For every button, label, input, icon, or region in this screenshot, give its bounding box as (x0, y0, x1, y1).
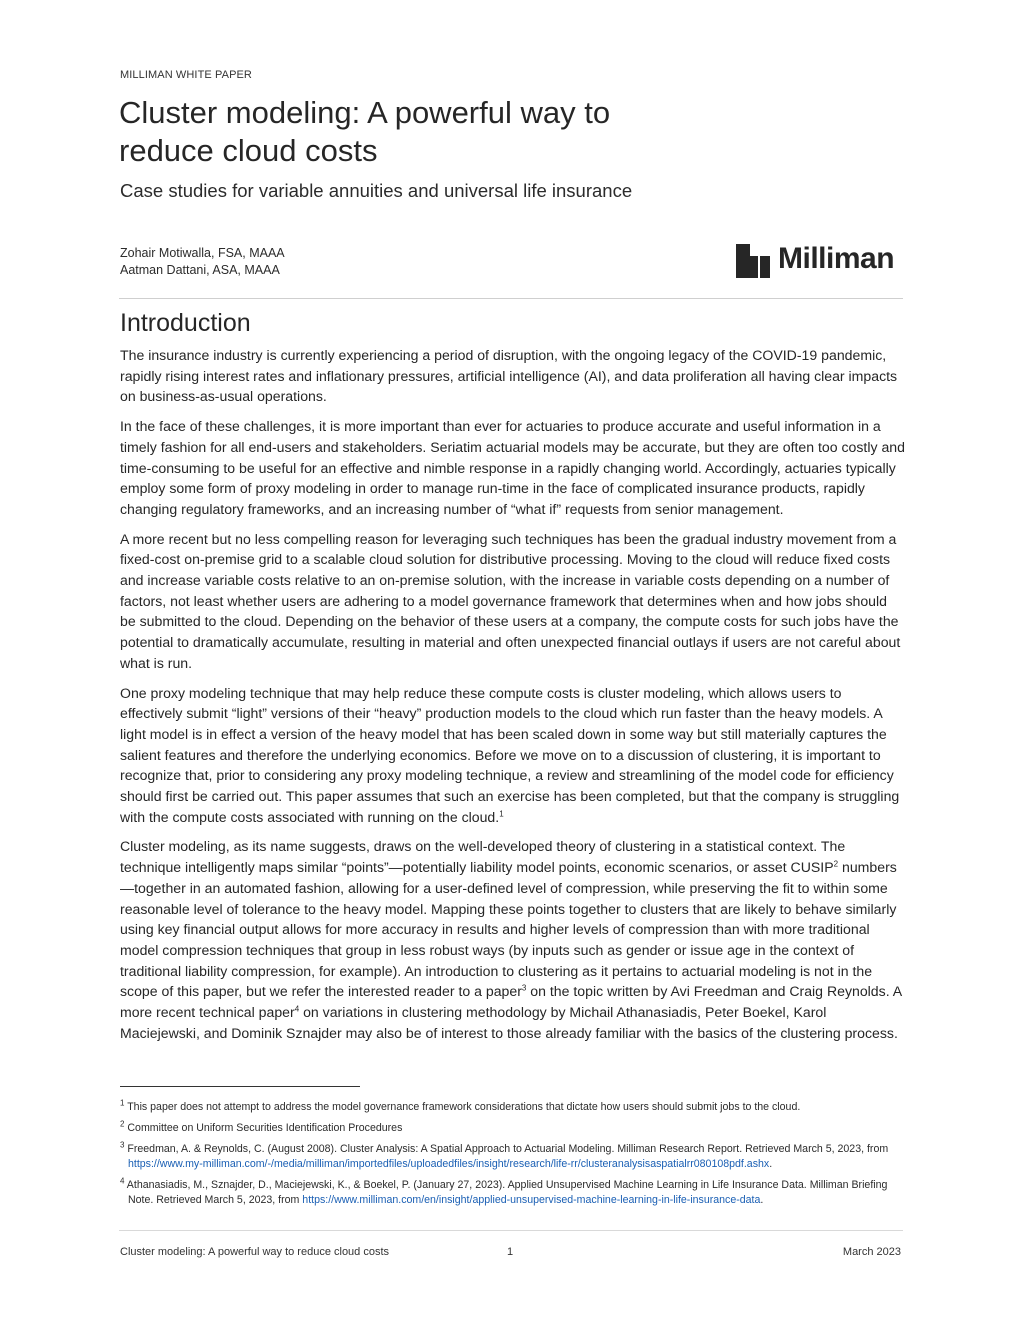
footnotes (120, 1100, 905, 1214)
footnote-link[interactable]: https://www.my-milliman.com/-/media/milliman/importedfiles/uploadedfiles/insight/research/life-rr/clusteranalysisaspatialrr080108pdf.ashx (128, 1158, 770, 1170)
document-kicker: MILLIMAN WHITE PAPER (120, 69, 252, 81)
footer-divider (119, 1230, 903, 1231)
paragraph: A more recent but no less compelling reason for leveraging such techniques has been the gradual industry movement from a fixed-cost on-premise grid to a scalable cloud solution for distributive processing. Moving to the cloud will reduce fixed costs and increase variable costs relative to an on-premise solution, with the increase in variable costs depending on a number of factors, not least whether users are adhering to a model governance framework that determines when and how jobs should be submitted to the cloud. Depending on the behavior of these users at a company, the compute costs for such jobs have the potential to dramatically accumulate, resulting in material and often unexpected financial outlays if users are not careful about what is run. (120, 530, 901, 671)
footnote-ref[interactable]: 2 (833, 859, 839, 869)
footnote-ref[interactable]: 4 (294, 1004, 300, 1014)
footnote-link[interactable]: https://www.milliman.com/en/insight/applied-unsupervised-machine-learning-in-life-insurance-data (302, 1194, 761, 1206)
section-body (120, 345, 905, 1053)
footer-title: Cluster modeling: A powerful way to reduce cloud costs (120, 1246, 390, 1258)
footnote-divider (120, 1086, 360, 1087)
page-number: 1 (507, 1246, 514, 1258)
milliman-logo-icon (736, 244, 770, 278)
milliman-logo-text: Milliman (778, 242, 895, 275)
footnote: $^2$ Committee on Uniform Securities Identification Procedures (120, 1119, 403, 1134)
paragraph: The insurance industry is currently experiencing a period of disruption, with the ongoing legacy of the COVID-19 pandemic, rapidly rising interest rates and inflationary pressures, artificial intelligence (AI), and data proliferation all having clear impacts on business-as-usual operations. (120, 347, 898, 405)
footnote: $^1$ This paper does not attempt to address the model governance framework considerations that dictate how users should submit jobs to the cloud. (120, 1098, 801, 1113)
footnote-ref[interactable]: 3 (521, 983, 527, 993)
author-name: Aatman Dattani, ASA, MAAA (120, 263, 280, 277)
header-divider (119, 298, 903, 299)
document-subtitle: Case studies for variable annuities and universal life insurance (120, 180, 633, 201)
document-title: Cluster modeling: A powerful way to reduce cloud costs (119, 95, 611, 168)
paragraph: In the face of these challenges, it is more important than ever for actuaries to produce accurate and useful information in a timely fashion for all end-users and stakeholders. Seriatim actuarial models may be accurate, but they are often too costly and time-consuming to be useful for an effective and nimble response in a rapidly changing world. Accordingly, actuaries typically employ some form of proxy modeling in order to manage run-time in the face of complicated insurance products, rapidly changing regulatory frameworks, and an increasing number of “what if” requests from senior management. (120, 418, 905, 517)
section-heading: Introduction (120, 309, 251, 337)
paragraph: One proxy modeling technique that may help reduce these compute costs is cluster modeling, which allows users to effectively submit “light” versions of their “heavy” production models to the cloud which run faster than the heavy models. A light model is in effect a version of the heavy model that has been scaled down in some way but still materially captures the salient features and therefore the underlying economics. Before we move on to a discussion of clustering, it is important to recognize that, prior to considering any proxy modeling technique, a review and streamlining of the model code for efficiency should first be carried out. This paper assumes that such an exercise has been completed, but that the company is struggling with the compute costs associated with running on the cloud.$^1$ (120, 684, 900, 825)
footer-date: March 2023 (842, 1246, 901, 1258)
milliman-logo (736, 244, 904, 280)
footnote: $^3$ Freedman, A. & Reynolds, C. (August 2008). Cluster Analysis: A Spatial Approach to Actuarial Modeling. Milliman Research Report. Retrieved March 5, 2023, from https://www.my-milliman.com/-/media/milliman/importedfiles/uploadedfiles/insight/research/life-rr/clusteranalysisaspatialrr080108pdf.ashx. (120, 1140, 889, 1170)
author-name: Zohair Motiwalla, FSA, MAAA (120, 246, 285, 260)
footnote: $^4$ Athanasiadis, M., Sznajder, D., Maciejewski, K., & Boekel, P. (January 27, 2023). Applied Unsupervised Machine Learning in Life Insurance Data. Milliman Briefing Note. Retrieved March 5, 2023, from https://www.milliman.com/en/insight/applied-unsupervised-machine-learning-in-life-insurance-data. (120, 1176, 888, 1206)
author-list (120, 245, 285, 279)
paragraph: Cluster modeling, as its name suggests, draws on the well-developed theory of clustering in a statistical context. The technique intelligently maps similar “points”—potentially liability model points, economic scenarios, or asset CUSIP$^2$ numbers—together in an automated fashion, allowing for a user-defined level of compression, while preserving the fit to within some reasonable level of tolerance to the heavy model. Mapping these points together to clusters that are likely to behave similarly using key financial output allows for more accuracy in results and higher levels of compression than with more traditional model compression techniques that group in less robust ways (by inputs such as gender or issue age in the context of traditional liability compression, for example). An introduction to clustering as it pertains to actuarial modeling is not in the scope of this paper, but we refer the interested reader to a paper$^3$ on the topic written by Avi Freedman and Craig Reynolds. A more recent technical paper$^4$ on variations in clustering methodology by Michail Athanasiadis, Peter Boekel, Karol Maciejewski, and Dominik Sznajder may also be of interest to those already familiar with the basics of the clustering process. (120, 838, 902, 1041)
footnote-ref[interactable]: 1 (499, 809, 504, 819)
